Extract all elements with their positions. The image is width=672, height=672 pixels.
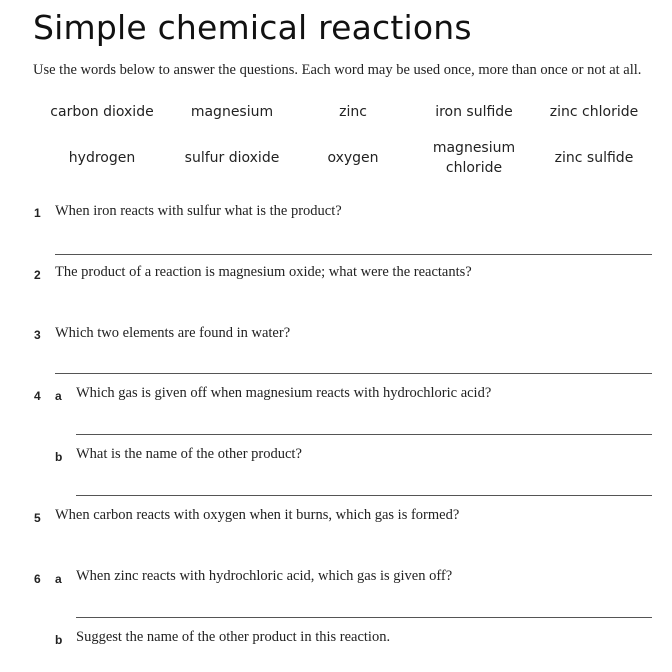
word-oxygen: oxygen xyxy=(327,150,379,166)
page-title: Simple chemical reactions xyxy=(33,8,472,47)
word-magnesium: magnesium xyxy=(190,104,274,120)
question-5-number: 5 xyxy=(34,511,41,525)
question-1-text: When iron reacts with sulfur what is the product? xyxy=(55,203,342,219)
question-1-number: 1 xyxy=(34,206,41,220)
word-magnesium-chloride: magnesium chloride xyxy=(432,140,516,176)
word-zinc: zinc xyxy=(339,104,367,120)
question-3-text: Which two elements are found in water? xyxy=(55,325,291,341)
word-iron-sulfide: iron sulfide xyxy=(435,104,513,120)
word-sulfur-dioxide: sulfur dioxide xyxy=(184,150,280,166)
answer-line-4a[interactable] xyxy=(76,434,652,435)
word-carbon-dioxide: carbon dioxide xyxy=(50,104,154,120)
question-6a-text: When zinc reacts with hydrochloric acid, which gas is given off? xyxy=(76,568,453,584)
question-4b-label: b xyxy=(55,450,63,464)
question-6-number: 6 xyxy=(34,572,41,586)
question-2-number: 2 xyxy=(34,268,41,282)
question-4a-text: Which gas is given off when magnesium reacts with hydrochloric acid? xyxy=(76,385,492,401)
question-6a-label: a xyxy=(55,572,62,586)
word-hydrogen: hydrogen xyxy=(68,150,136,166)
question-2-text: The product of a reaction is magnesium oxide; what were the reactants? xyxy=(55,264,472,280)
question-4b-text: What is the name of the other product? xyxy=(76,446,302,462)
answer-line-3[interactable] xyxy=(55,373,652,374)
question-4a-label: a xyxy=(55,389,62,403)
answer-line-4b[interactable] xyxy=(76,495,652,496)
question-3-number: 3 xyxy=(34,328,41,342)
question-5-text: When carbon reacts with oxygen when it burns, which gas is formed? xyxy=(55,507,460,523)
answer-line-6a[interactable] xyxy=(76,617,652,618)
instructions: Use the words below to answer the questions. Each word may be used once, more than once or not at all. xyxy=(33,62,642,78)
word-zinc-chloride: zinc chloride xyxy=(549,104,639,120)
question-4-number: 4 xyxy=(34,389,41,403)
word-zinc-sulfide: zinc sulfide xyxy=(554,150,634,166)
question-6b-text: Suggest the name of the other product in this reaction. xyxy=(76,629,391,645)
answer-line-1[interactable] xyxy=(55,254,652,255)
question-6b-label: b xyxy=(55,633,63,647)
